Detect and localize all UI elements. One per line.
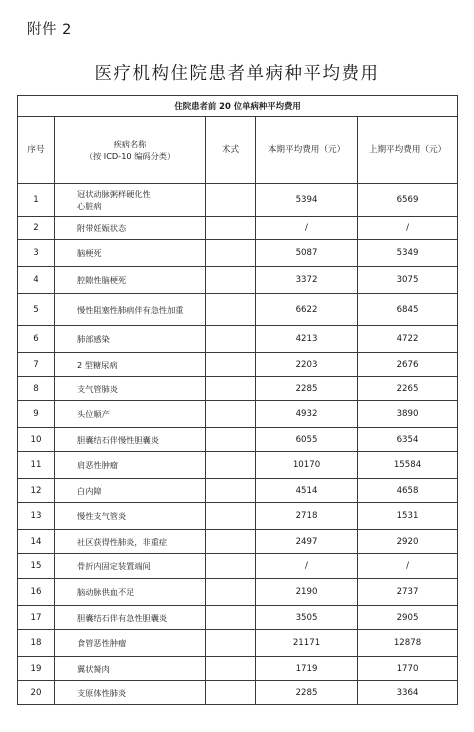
cell-disease-line1: 脑梗死 [77,248,102,258]
cell-current-cost: 6622 [256,294,358,326]
cell-previous-cost: / [358,554,458,579]
page-title: 医疗机构住院患者单病种平均费用 [94,64,380,84]
cell-disease [55,503,206,530]
cell-index: 16 [18,579,55,606]
cell-disease-line2: 心脏病 [77,201,102,211]
cell-current-cost: 2203 [256,353,358,377]
table-row [18,184,458,217]
cell-current-cost: / [256,554,358,579]
cell-previous-cost: 2920 [358,530,458,554]
header-disease-sub: （按 ICD-10 编码分类） [84,151,176,161]
cell-previous-cost: 12878 [358,630,458,657]
cell-disease [55,554,206,579]
cell-previous-cost: 2265 [358,377,458,401]
cell-previous-cost: 15584 [358,452,458,479]
cell-disease-line1: 支原体性肺炎 [77,687,127,698]
cell-disease [55,184,206,217]
header-index: 序号 [18,117,55,184]
table-row [18,579,458,606]
cell-index: 13 [18,503,55,530]
table-row [18,452,458,479]
cell-surgery [206,217,256,240]
cell-surgery [206,606,256,630]
cell-previous-cost: 1531 [358,503,458,530]
table-row [18,657,458,681]
cell-surgery [206,240,256,267]
cell-index: 8 [18,377,55,401]
cell-disease-line1: 白内障 [77,485,102,496]
cell-index: 14 [18,530,55,554]
cell-disease [55,657,206,681]
cell-disease-line1: 脑动脉供血不足 [77,587,135,597]
table-row [18,554,458,579]
cell-surgery [206,294,256,326]
header-disease [55,117,206,184]
cell-index: 10 [18,428,55,452]
cell-surgery [206,479,256,503]
cell-disease-line1: 胆囊结石伴有急性胆囊炎 [77,612,168,623]
cell-current-cost: 4514 [256,479,358,503]
cell-surgery [206,377,256,401]
cell-current-cost: 2190 [256,579,358,606]
cell-index: 6 [18,326,55,353]
cell-current-cost: 2285 [256,377,358,401]
table-body [18,96,458,705]
cell-previous-cost: 1770 [358,657,458,681]
attachment-label: 附件 2 [27,22,72,38]
cell-previous-cost: 2676 [358,353,458,377]
cell-disease [55,479,206,503]
cell-surgery [206,530,256,554]
cell-current-cost: 2497 [256,530,358,554]
cell-disease [55,240,206,267]
table-caption: 住院患者前 20 位单病种平均费用 [18,96,458,117]
cell-surgery [206,657,256,681]
cell-current-cost: 4932 [256,401,358,428]
cell-previous-cost: 5349 [358,240,458,267]
cell-surgery [206,428,256,452]
cell-disease-line1: 冠状动脉粥样硬化性 [77,189,151,199]
cell-index: 5 [18,294,55,326]
table-header-row [18,117,458,184]
cell-disease [55,217,206,240]
cell-current-cost: 3505 [256,606,358,630]
cell-disease-line1: 胆囊结石伴慢性胆囊炎 [77,434,159,445]
cell-surgery [206,554,256,579]
cell-surgery [206,503,256,530]
cell-surgery [206,681,256,705]
table-row [18,428,458,452]
cell-surgery [206,267,256,294]
cell-disease-line1: 慢性支气管炎 [77,511,127,521]
cell-surgery [206,353,256,377]
cell-disease [55,428,206,452]
cell-index: 1 [18,184,55,217]
cell-surgery [206,184,256,217]
table-row [18,479,458,503]
table-row [18,240,458,267]
cell-current-cost: 3372 [256,267,358,294]
cell-disease-line1: 2 型糖尿病 [77,359,118,370]
cell-current-cost: 21171 [256,630,358,657]
cell-previous-cost: 6569 [358,184,458,217]
cell-index: 4 [18,267,55,294]
cell-surgery [206,579,256,606]
cell-disease [55,326,206,353]
header-previous: 上期平均费用（元） [358,117,458,184]
cell-previous-cost: 2737 [358,579,458,606]
cell-index: 2 [18,217,55,240]
cell-disease-line1: 翼状胬肉 [77,663,110,674]
cell-index: 7 [18,353,55,377]
cell-disease-line1: 附带妊娠状态 [77,223,127,233]
cell-previous-cost: / [358,217,458,240]
cell-index: 20 [18,681,55,705]
cell-previous-cost: 2905 [358,606,458,630]
header-disease-label: 疾病名称 [113,139,147,149]
cell-index: 9 [18,401,55,428]
cell-surgery [206,401,256,428]
cell-index: 17 [18,606,55,630]
header-current: 本期平均费用（元） [256,117,358,184]
table-row [18,503,458,530]
cell-disease-line1: 慢性阻塞性肺病伴有急性加重 [77,304,184,315]
table-row [18,294,458,326]
cell-surgery [206,326,256,353]
cell-previous-cost: 3364 [358,681,458,705]
cell-disease [55,630,206,657]
cell-current-cost: 5394 [256,184,358,217]
cell-disease [55,530,206,554]
cell-index: 19 [18,657,55,681]
cell-current-cost: 1719 [256,657,358,681]
cell-disease-line1: 社区获得性肺炎，非重症 [77,536,168,547]
cell-disease [55,606,206,630]
cell-current-cost: 5087 [256,240,358,267]
table-row [18,606,458,630]
cell-surgery [206,630,256,657]
cell-current-cost: 2718 [256,503,358,530]
table-row [18,401,458,428]
cell-disease-line1: 骨折内固定装置端间 [77,561,151,571]
cell-disease-line1: 头位顺产 [77,409,110,419]
cell-previous-cost: 4658 [358,479,458,503]
cell-disease [55,681,206,705]
table-row [18,326,458,353]
cell-previous-cost: 4722 [358,326,458,353]
table-row [18,681,458,705]
cell-index: 18 [18,630,55,657]
cell-index: 11 [18,452,55,479]
table-row [18,377,458,401]
cell-disease [55,294,206,326]
table-row [18,267,458,294]
cell-disease-line1: 食管恶性肿瘤 [77,638,127,648]
cell-current-cost: / [256,217,358,240]
cell-surgery [206,452,256,479]
cell-disease [55,452,206,479]
cell-index: 12 [18,479,55,503]
cell-previous-cost: 3890 [358,401,458,428]
cell-current-cost: 6055 [256,428,358,452]
cell-disease [55,353,206,377]
cell-disease [55,267,206,294]
table-row [18,353,458,377]
cell-previous-cost: 6354 [358,428,458,452]
cost-table [17,95,458,705]
cell-previous-cost: 6845 [358,294,458,326]
cell-disease-line1: 肩恶性肿瘤 [77,460,118,470]
table-caption-row [18,96,458,117]
cell-disease-line1: 支气管肺炎 [77,383,118,394]
cell-disease-line1: 腔隙性脑梗死 [77,275,127,285]
cell-disease [55,579,206,606]
cell-current-cost: 2285 [256,681,358,705]
cell-disease [55,401,206,428]
table-row [18,217,458,240]
header-surgery: 术式 [206,117,256,184]
table-row [18,530,458,554]
cell-previous-cost: 3075 [358,267,458,294]
cell-disease-line1: 肺部感染 [77,334,110,344]
cell-current-cost: 10170 [256,452,358,479]
cell-current-cost: 4213 [256,326,358,353]
cell-index: 3 [18,240,55,267]
cell-index: 15 [18,554,55,579]
table-row [18,630,458,657]
cell-disease [55,377,206,401]
